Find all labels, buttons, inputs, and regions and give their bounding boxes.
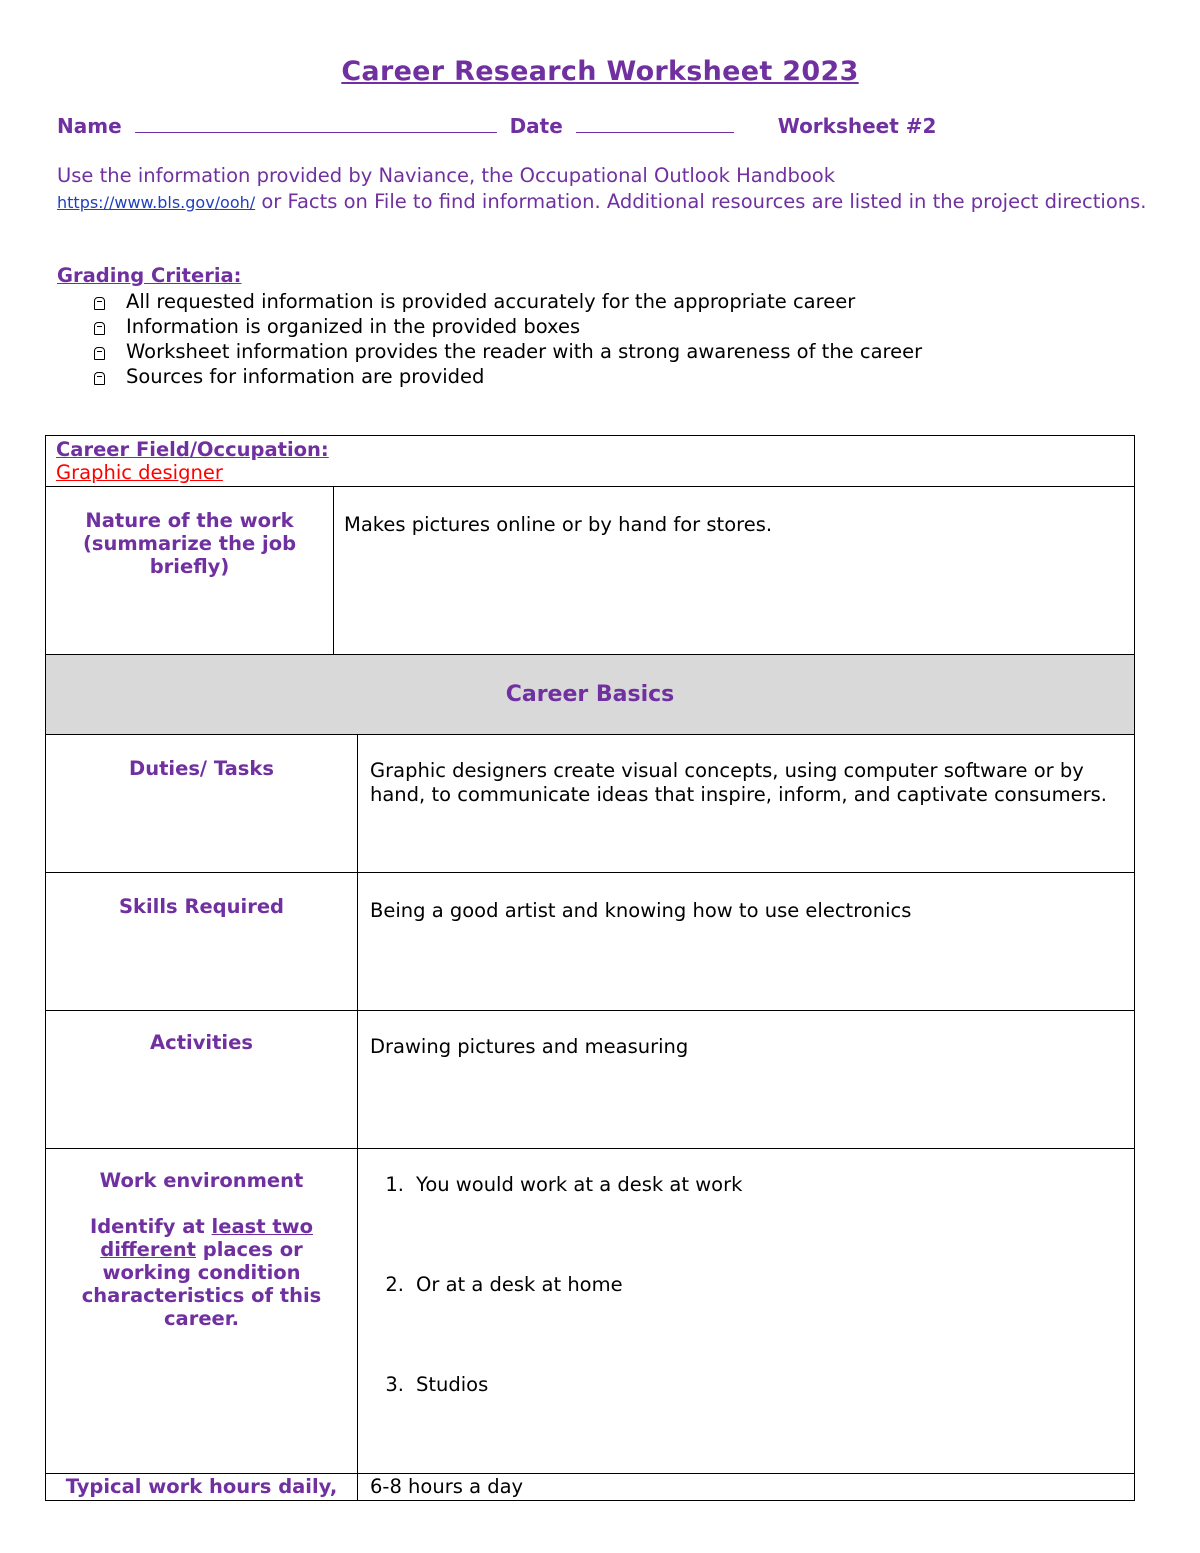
work-hours-value: 6-8 hours a day <box>370 1475 524 1498</box>
work-environment-label: Work environment <box>99 1169 304 1192</box>
grading-criteria-list <box>92 289 922 389</box>
environment-item: 1. You would work at a desk at work <box>385 1173 743 1196</box>
intro-paragraph <box>57 163 1147 215</box>
skills-label: Skills Required <box>118 895 285 918</box>
work-hours-label: Typical work hours daily, <box>65 1475 338 1498</box>
duties-value-cell <box>358 735 1135 873</box>
work-environment-value-cell <box>358 1149 1135 1474</box>
criteria-item: All requested information is provided accurately for the appropriate career <box>92 289 922 314</box>
environment-item: 3. Studios <box>385 1373 489 1396</box>
work-environment-list <box>358 1149 1134 1473</box>
intro-line1: Use the information provided by Naviance, the Occupational Outlook Handbook <box>57 164 836 187</box>
bullet-icon <box>94 322 105 335</box>
activities-label-cell <box>46 1011 358 1149</box>
nature-value-cell <box>334 487 1135 655</box>
duties-label-cell <box>46 735 358 873</box>
duties-label: Duties/ Tasks <box>129 757 274 780</box>
career-basics-heading: Career Basics <box>46 655 1135 735</box>
activities-label: Activities <box>150 1031 253 1054</box>
nature-label: Nature of the work (summarize the job briefly) <box>82 509 297 578</box>
bullet-icon <box>94 297 105 310</box>
work-hours-value-cell <box>358 1474 1135 1501</box>
career-field-cell <box>46 436 1135 487</box>
bullet-icon <box>94 372 105 385</box>
work-hours-label-cell <box>46 1474 358 1501</box>
worksheet-title: Career Research Worksheet 2023 <box>341 56 859 87</box>
date-field[interactable] <box>576 114 734 133</box>
name-label: Name <box>57 114 122 138</box>
work-environment-instructions: Identify at least two different places or working condition characteristics of this career. <box>81 1215 322 1330</box>
work-environment-label-cell <box>46 1149 358 1474</box>
skills-label-cell <box>46 873 358 1011</box>
activities-value-cell <box>358 1011 1135 1149</box>
name-field[interactable] <box>135 114 497 133</box>
name-date-row <box>57 114 936 138</box>
date-label: Date <box>509 114 563 138</box>
nature-label-cell <box>46 487 334 655</box>
activities-value: Drawing pictures and measuring <box>370 1035 689 1058</box>
ooh-link[interactable]: https://www.bls.gov/ooh/ <box>57 192 256 212</box>
duties-value: Graphic designers create visual concepts, using computer software or by hand, to communicate ideas that inspire, inform, and captivate consumers. <box>370 759 1107 806</box>
nature-value: Makes pictures online or by hand for stores. <box>344 513 773 536</box>
environment-item: 2. Or at a desk at home <box>385 1273 623 1296</box>
criteria-item: Sources for information are provided <box>92 364 922 389</box>
career-field-value: Graphic designer <box>56 461 223 484</box>
worksheet-number: Worksheet #2 <box>777 114 937 138</box>
criteria-item: Information is organized in the provided boxes <box>92 314 922 339</box>
skills-value: Being a good artist and knowing how to use electronics <box>370 899 912 922</box>
bullet-icon <box>94 347 105 360</box>
intro-line2: or Facts on File to find information. Additional resources are listed in the project directions. <box>255 189 1147 213</box>
career-field-label: Career Field/Occupation: <box>56 438 329 461</box>
skills-value-cell <box>358 873 1135 1011</box>
career-table <box>45 435 1135 1501</box>
criteria-item: Worksheet information provides the reader with a strong awareness of the career <box>92 339 922 364</box>
grading-criteria-title: Grading Criteria: <box>57 264 242 287</box>
